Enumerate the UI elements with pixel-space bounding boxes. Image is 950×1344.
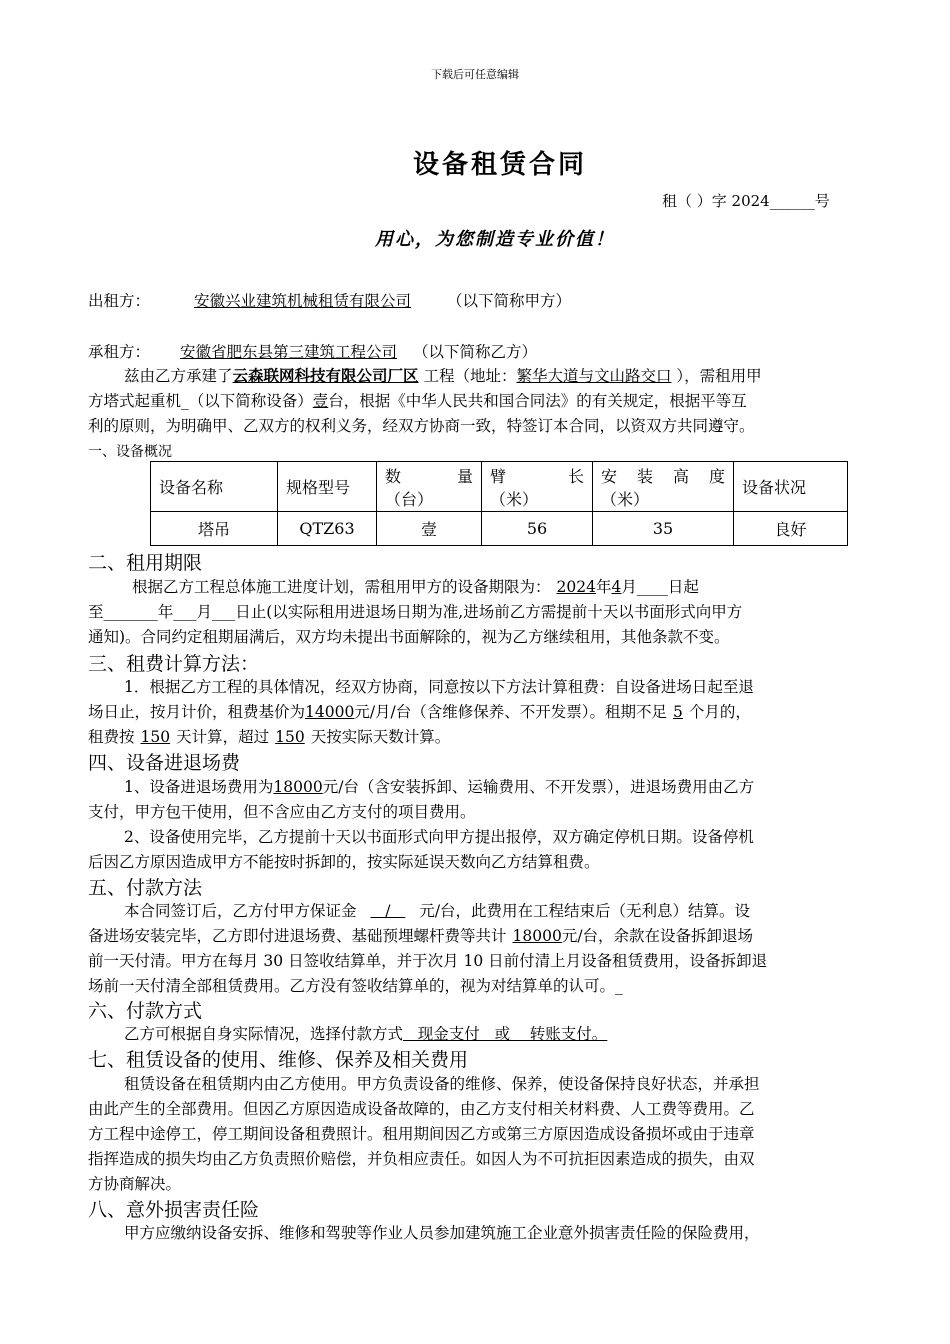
sec3-line-3 [88, 725, 450, 747]
sec7-line-4: 指挥造成的损失均由乙方负责照价赔偿，并负相应责任。如因人为不可抗拒因素造成的损失，由双 [88, 1150, 755, 1168]
sec5-line-3: 前一天付清。甲方在每月 30 日签收结算单，并于次月 10 日前付清上月设备租赁费用，设备拆卸退 [88, 952, 768, 970]
sec2-line-2: 至_______年___月___日止(以实际租用进退场日期为准,进场前乙方需提前十天以书面形式向甲方 [88, 603, 743, 621]
cell-install-height: 35 [593, 512, 734, 546]
project-name: 云森联网科技有限公司厂区 [232, 366, 419, 385]
body-text: 元/台（含安装拆卸、运输费用、不开发票），进退场费用由乙方 [322, 778, 755, 796]
minimum-months: 5 [673, 703, 683, 721]
body-text: 元/台，余款在设备拆卸退场 [561, 927, 754, 945]
sec2-line-3: 通知)。合同约定租期届满后，双方均未提出书面解除的，视为乙方继续租用，其他条款不变。 [88, 628, 730, 646]
header-text: （米） [490, 489, 539, 509]
body-text: 根据乙方工程总体施工进度计划，需租用甲方的设备期限为： [132, 578, 551, 596]
sec2-line-1 [132, 575, 699, 597]
sec5-line-4: 场前一天付清全部租赁费用。乙方没有签收结算单的，视为对结算单的认可。_ [88, 977, 623, 995]
payment-method: 现金支付 或 转账支付。 [403, 1025, 608, 1043]
section-4-title: 四、设备进退场费 [88, 752, 241, 774]
sec7-line-1: 租赁设备在租赁期内由乙方使用。甲方负责设备的维修、保养，使设备保持良好状态，并承担 [124, 1075, 760, 1093]
document-number: 租（ ）字 2024______号 [662, 192, 830, 210]
body-text: 年 [595, 578, 612, 596]
lessee-label: 承租方： [88, 343, 151, 361]
header-text: 长 [567, 466, 584, 486]
monthly-rate: 14000 [305, 703, 355, 721]
equipment-quantity: 壹 [312, 392, 329, 410]
intro-line-2 [88, 389, 747, 411]
body-text: 天按实际天数计算。 [310, 728, 451, 746]
header-text: （米） [601, 489, 650, 509]
cell-model: QTZ63 [278, 512, 377, 546]
lease-start-year: 2024 [556, 578, 596, 596]
sec7-line-3: 方工程中途停工，停工期间设备租费照计。租用期间因乙方或第三方原因造成设备损坏或由于违章 [88, 1125, 755, 1143]
cell-name: 塔吊 [151, 512, 278, 546]
body-text: 个月的， [688, 703, 751, 721]
intro-text: 方塔式起重机_（以下简称设备） [88, 392, 313, 410]
entry-exit-fee: 18000 [273, 778, 323, 796]
intro-text: 工程（地址： [418, 367, 517, 385]
body-text: 租费按 [88, 728, 135, 746]
project-address: 繁华大道与文山路交口 [516, 367, 672, 385]
section-3-title: 三、租费计算方法： [88, 653, 260, 675]
header-arm-length [482, 462, 593, 512]
billing-days: 150 [140, 728, 171, 746]
header-status: 设备状况 [734, 462, 848, 512]
actual-days-threshold: 150 [275, 728, 305, 746]
lessee-suffix: （以下简称乙方） [413, 343, 538, 361]
table-header-row [151, 462, 848, 512]
body-text: 1、设备进退场费用为 [124, 778, 274, 796]
sec3-line-1: 1．根据乙方工程的具体情况，经双方协商，同意按以下方法计算租费：自设备进场日起至退 [124, 678, 754, 696]
slogan: 用心，为您制造专业价值！ [375, 229, 615, 250]
header-note: 下载后可任意编辑 [431, 68, 519, 81]
header-text: 数 [385, 466, 402, 486]
lessor-line [88, 289, 571, 311]
entry-total: 18000 [512, 927, 562, 945]
header-name: 设备名称 [151, 462, 278, 512]
body-text: 乙方可根据自身实际情况，选择付款方式 [124, 1025, 404, 1043]
body-text: 备进场安装完毕，乙方即付进退场费、基础预埋螺杆费等共计 [88, 927, 507, 945]
body-text: 天计算，超过 [176, 728, 270, 746]
header-text: 度 [708, 466, 725, 486]
lessee-name: 安徽省肥东县第三建筑工程公司 [180, 343, 398, 361]
cell-arm-length: 56 [482, 512, 593, 546]
section-8-title: 八、意外损害责任险 [88, 1199, 260, 1221]
deposit-amount: / [370, 902, 406, 920]
sec3-line-2 [88, 700, 751, 722]
header-text: 装 [636, 466, 653, 486]
lessor-name: 安徽兴业建筑机械租赁有限公司 [194, 292, 412, 310]
sec4-line-3: 2、设备使用完毕，乙方提前十天以书面形式向甲方提出报停，双方确定停机日期。设备停机 [124, 828, 754, 846]
equipment-table [150, 461, 848, 546]
section-6-title: 六、付款方式 [88, 1000, 203, 1022]
header-text: 臂 [490, 466, 507, 486]
sec6-line-1 [124, 1022, 607, 1044]
table-row [151, 512, 848, 546]
sec4-line-4: 后因乙方原因造成甲方不能按时拆卸的，按实际延误天数向乙方结算租费。 [88, 853, 600, 871]
sec7-line-2: 由此产生的全部费用。但因乙方原因造成设备故障的，由乙方支付相关材料费、人工费等费用。乙 [88, 1100, 755, 1118]
section-1-title: 一、设备概况 [88, 444, 172, 460]
cell-status: 良好 [734, 512, 848, 546]
intro-text: 台，根据《中华人民共和国合同法》的有关规定，根据平等互 [328, 392, 747, 410]
body-text: 本合同签订后，乙方付甲方保证金 [124, 902, 357, 920]
header-install-height [593, 462, 734, 512]
intro-text: ），需租用甲 [671, 367, 762, 385]
section-2-title: 二、租用期限 [88, 552, 203, 574]
header-text: 量 [456, 466, 473, 486]
body-text: 元/台，此费用在工程结束后（无利息）结算。设 [419, 902, 751, 920]
intro-text: 兹由乙方承建了 [124, 367, 233, 385]
sec7-line-5: 方协商解决。 [88, 1175, 182, 1193]
sec5-line-2 [88, 924, 753, 946]
intro-line-3: 利的原则，为明确甲、乙双方的权利义务，经双方协商一致，特签订本合同，以资双方共同遵守。 [88, 417, 755, 435]
lessor-suffix: （以下简称甲方） [447, 292, 572, 310]
body-text: 场日止，按月计价，租费基价为 [88, 703, 306, 721]
sec4-line-2: 支付，甲方包干使用，但不含应由乙方支付的项目费用。 [88, 803, 476, 821]
header-quantity [377, 462, 482, 512]
page-title: 设备租赁合同 [412, 150, 587, 180]
header-text: （台） [385, 489, 434, 509]
sec4-line-1 [124, 775, 754, 797]
header-model: 规格型号 [278, 462, 377, 512]
section-7-title: 七、租赁设备的使用、维修、保养及相关费用 [88, 1049, 469, 1071]
lessee-line [88, 340, 537, 362]
header-text: 高 [672, 466, 689, 486]
cell-quantity: 壹 [377, 512, 482, 546]
sec8-line-1: 甲方应缴纳设备安拆、维修和驾驶等作业人员参加建筑施工企业意外损害责任险的保险费用， [124, 1224, 760, 1242]
header-text: 安 [601, 466, 618, 486]
section-5-title: 五、付款方法 [88, 877, 203, 899]
lessor-label: 出租方： [88, 292, 151, 310]
intro-line-1 [124, 364, 762, 386]
body-text: 月____日起 [621, 578, 699, 596]
body-text: 元/月/台（含维修保养、不开发票）。租期不足 [354, 703, 668, 721]
lease-start-month: 4 [611, 578, 622, 596]
sec5-line-1 [124, 899, 750, 921]
